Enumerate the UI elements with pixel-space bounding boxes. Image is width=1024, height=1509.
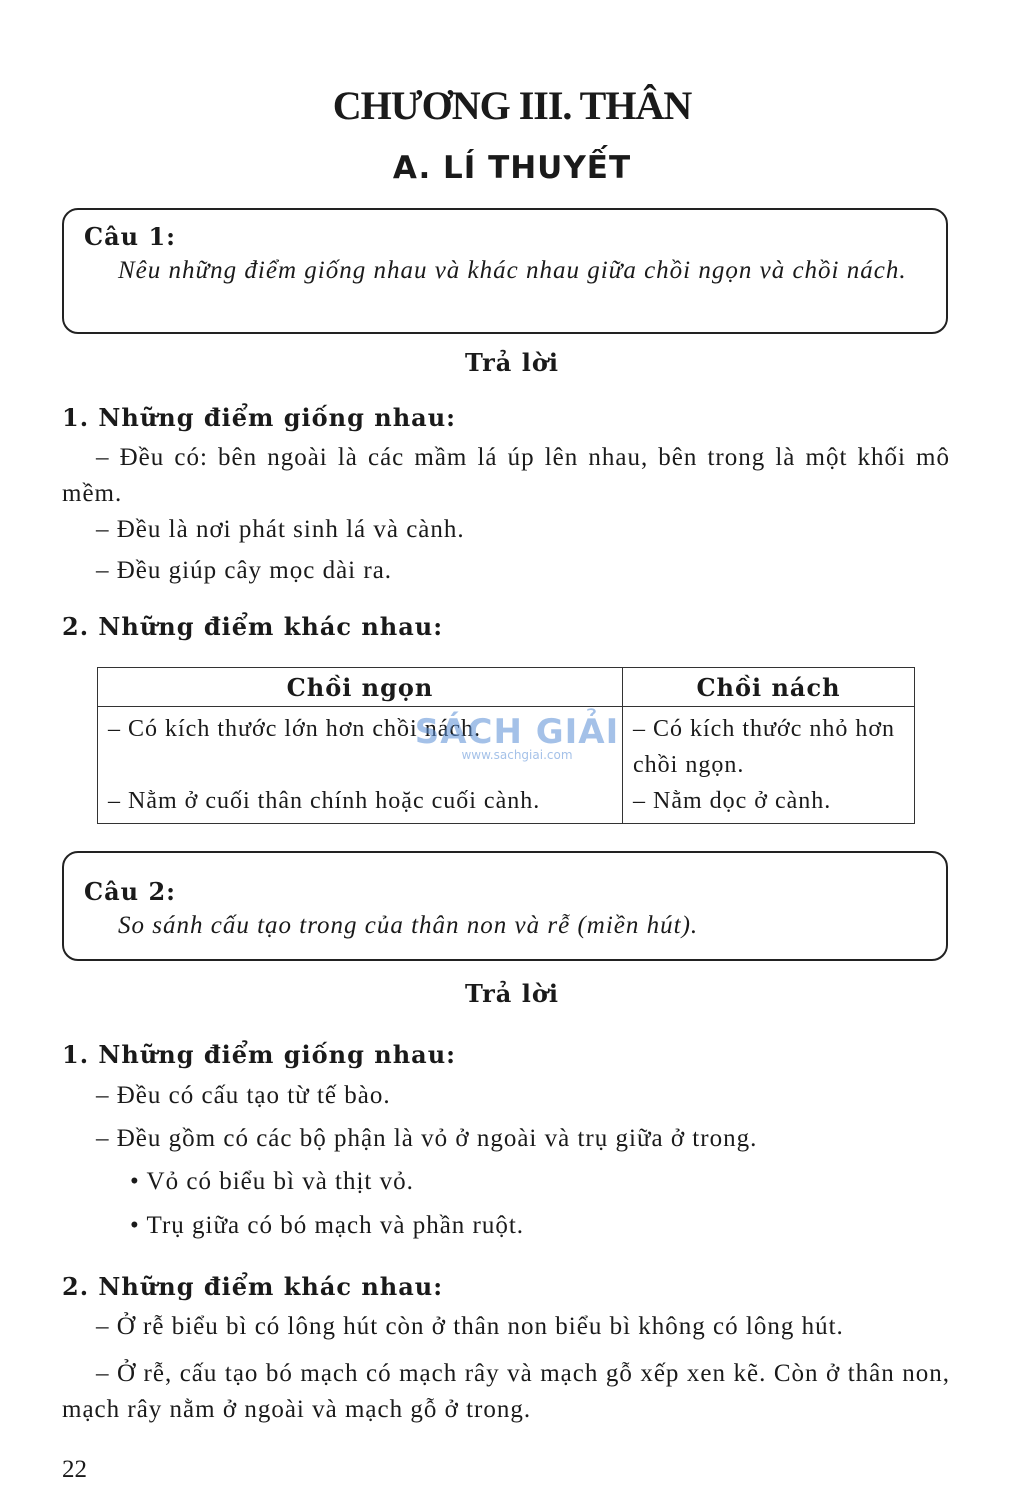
answer-2-similarity-2: – Đều gồm có các bộ phận là vỏ ở ngoài và trụ giữa ở trong. <box>96 1125 758 1152</box>
table-cell-col1-line1: – Có kích thước lớn hơn chồi nách. <box>108 716 482 742</box>
answer-1-title: Trả lời <box>465 348 559 377</box>
answer-2-difference-1: – Ở rễ biểu bì có lông hút còn ở thân non biểu bì không có lông hút. <box>96 1313 844 1340</box>
watermark-logo <box>412 712 622 762</box>
watermark-main-text: SÁCH GIẢI <box>414 712 620 752</box>
table-cell-col1-line2: – Nằm ở cuối thân chính hoặc cuối cành. <box>108 788 541 814</box>
question-2-box <box>62 851 948 961</box>
table-cell-col2 <box>623 707 915 824</box>
answer-2-bullet-1: • Vỏ có biểu bì và thịt vỏ. <box>130 1168 414 1195</box>
question-1-label: Câu 1: <box>84 222 177 251</box>
table-header-row <box>98 668 915 707</box>
answer-2-bullet-2: • Trụ giữa có bó mạch và phần ruột. <box>130 1212 525 1239</box>
answer-2-similarities-heading: 1. Những điểm giống nhau: <box>62 1040 456 1069</box>
table-header-col1: Chồi ngọn <box>98 668 623 707</box>
question-1-box <box>62 208 948 334</box>
question-2-label: Câu 2: <box>84 877 177 906</box>
table-cell-col2-line1: – Có kích thước nhỏ hơn chồi ngọn. <box>633 716 896 778</box>
answer-1-similarity-3: – Đều giúp cây mọc dài ra. <box>96 557 393 584</box>
answer-2-similarity-1: – Đều có cấu tạo từ tế bào. <box>96 1082 391 1109</box>
answer-2-differences-heading: 2. Những điểm khác nhau: <box>62 1272 444 1301</box>
answer-1-similarity-2: – Đều là nơi phát sinh lá và cành. <box>96 516 465 543</box>
watermark-url-text: www.sachgiai.com <box>461 748 573 762</box>
answer-1-differences-heading: 2. Những điểm khác nhau: <box>62 612 444 641</box>
table-header-col2: Chồi nách <box>623 668 915 707</box>
section-title: A. LÍ THUYẾT <box>392 150 632 186</box>
answer-1-similarities-heading: 1. Những điểm giống nhau: <box>62 403 456 432</box>
answer-2-difference-2: – Ở rễ, cấu tạo bó mạch có mạch rây và mạch gỗ xếp xen kẽ. Còn ở thân non, mạch rây nằm ở ngoài và mạch gỗ ở trong. <box>62 1360 950 1423</box>
answer-1-similarity-1: – Đều có: bên ngoài là các mầm lá úp lên nhau, bên trong là một khối mô mềm. <box>62 444 950 507</box>
table-cell-col2-line2: – Nằm dọc ở cành. <box>633 788 832 814</box>
question-2-text: So sánh cấu tạo trong của thân non và rễ (miền hút). <box>118 912 699 939</box>
question-1-text: Nêu những điểm giống nhau và khác nhau giữa chồi ngọn và chồi nách. <box>118 257 907 284</box>
page-number: 22 <box>62 1456 87 1483</box>
answer-2-title: Trả lời <box>465 979 559 1008</box>
chapter-title: CHƯƠNG III. THÂN <box>332 83 692 128</box>
